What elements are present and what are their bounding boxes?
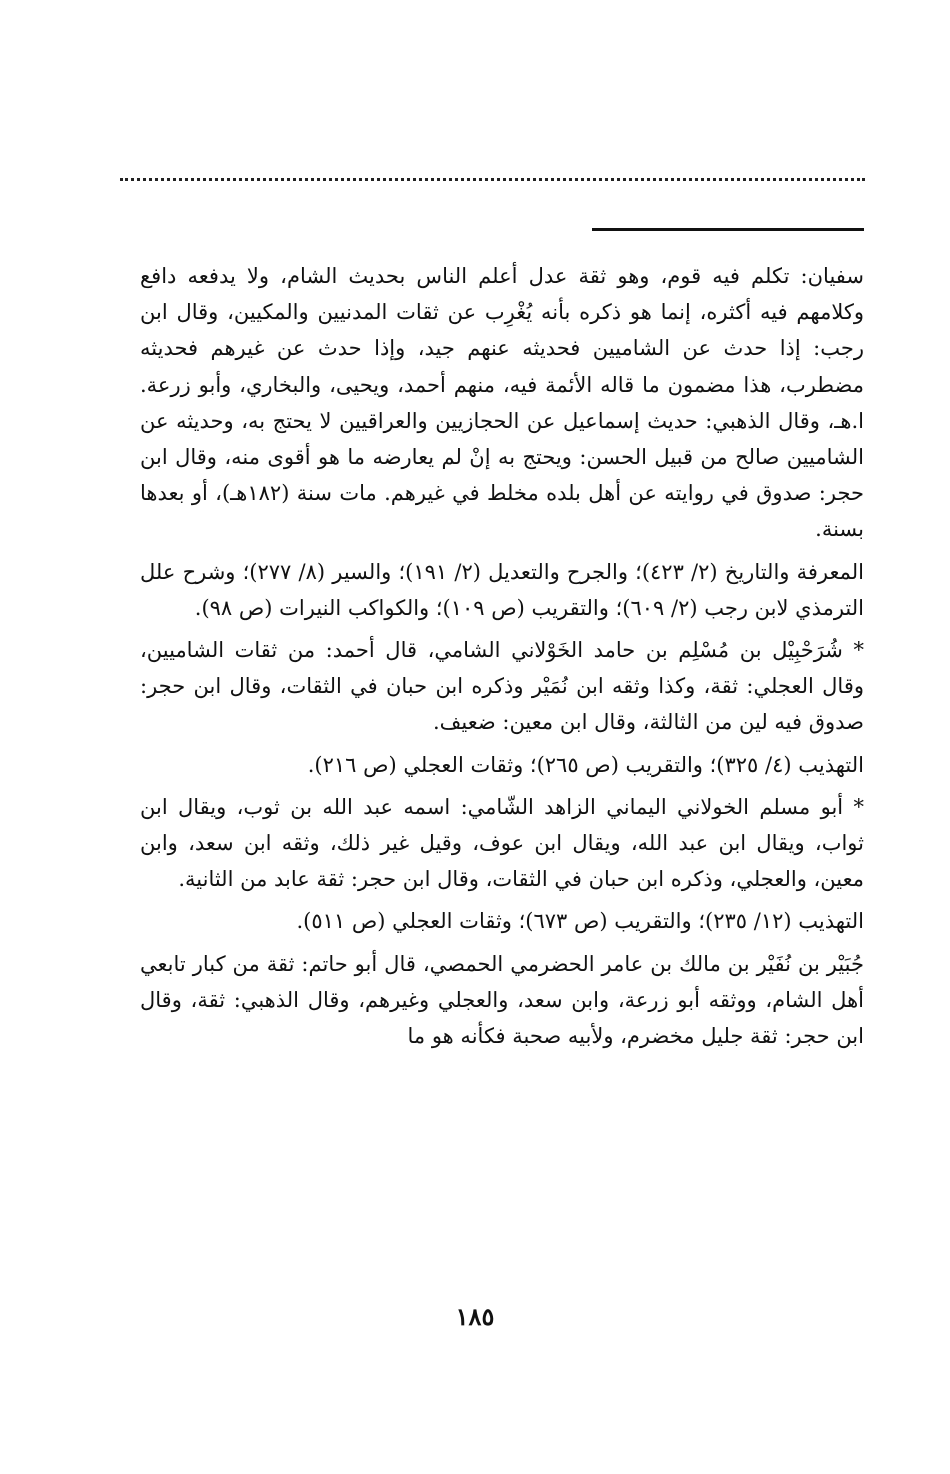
footnote-text xyxy=(140,258,864,1054)
paragraph-shurahbil-sources: التهذيب (٤/ ٣٢٥)؛ والتقريب (ص ٢٦٥)؛ وثقات العجلي (ص ٢١٦). xyxy=(307,752,864,777)
paragraph-shurahbil: * شُرَحْبِيْل بن مُسْلِم بن حامد الخَوْلاني الشامي، قال أحمد: من ثقات الشاميين، وقال العجلي: ثقة، وكذا وثقه ابن نُمَيْر وذكره ابن حبان في الثقات، وقال ابن حجر: صدوق فيه لين من الثالثة، وقال ابن معين: ضعيف. xyxy=(140,638,864,735)
dotted-separator xyxy=(120,178,865,181)
footnote-rule xyxy=(592,228,864,231)
page-number: ١٨٥ xyxy=(455,1302,495,1331)
paragraph-ismail-sources: المعرفة والتاريخ (٢/ ٤٢٣)؛ والجرح والتعديل (٢/ ١٩١)؛ والسير (٨/ ٢٧٧)؛ وشرح علل الترمذي لابن رجب (٢/ ٦٠٩)؛ والتقريب (ص ١٠٩)؛ والكواكب النيرات (ص ٩٨). xyxy=(140,559,864,620)
paragraph-abu-muslim: * أبو مسلم الخولاني اليماني الزاهد الشّامي: اسمه عبد الله بن ثوب، ويقال ابن ثواب، ويقال ابن عبد الله، ويقال ابن عوف، وقيل غير ذلك، وثقه ابن سعد، وابن معين، والعجلي، وذكره ابن حبان في الثقات، وقال ابن حجر: ثقة عابد من الثانية. xyxy=(140,794,864,892)
paragraph-jubayr: جُبَيْر بن نُفَيْر بن مالك بن عامر الحضرمي الحمصي، قال أبو حاتم: ثقة من كبار تابعي أهل الشام، ووثقه أبو زرعة، وابن سعد، والعجلي وغيرهم، وقال الذهبي: ثقة، وقال ابن حجر: ثقة جليل مخضرم، ولأبيه صحبة فكأنه هو ما xyxy=(140,951,865,1049)
paragraph-abu-muslim-sources: التهذيب (١٢/ ٢٣٥)؛ والتقريب (ص ٦٧٣)؛ وثقات العجلي (ص ٥١١). xyxy=(296,909,864,934)
paragraph-ismail-continued: سفيان: تكلم فيه قوم، وهو ثقة عدل أعلم الناس بحديث الشام، ولا يدفعه دافع وكلامهم فيه أكثره، إنما هو ذكره بأنه يُغْرِب عن ثقات المدنيين والمكيين، وقال ابن رجب: إذا حدث عن الشاميين فحديثه عنهم جيد، وإذا حدث عن غيرهم فحديثه مضطرب، هذا مضمون ما قاله الأئمة فيه، منهم أحمد، ويحيى، والبخاري، وأبو زرعة. ا.هـ، وقال الذهبي: حديث إسماعيل عن الحجازيين والعراقيين لا يحتج به، وحديثه عن الشاميين صالح من قبيل الحسن: ويحتج به إنْ لم يعارضه ما هو أقوى منه، وقال ابن حجر: صدوق في روايته عن أهل بلده مخلط في غيرهم. مات سنة (١٨٢هـ)، أو بعدها بسنة. xyxy=(140,264,864,542)
